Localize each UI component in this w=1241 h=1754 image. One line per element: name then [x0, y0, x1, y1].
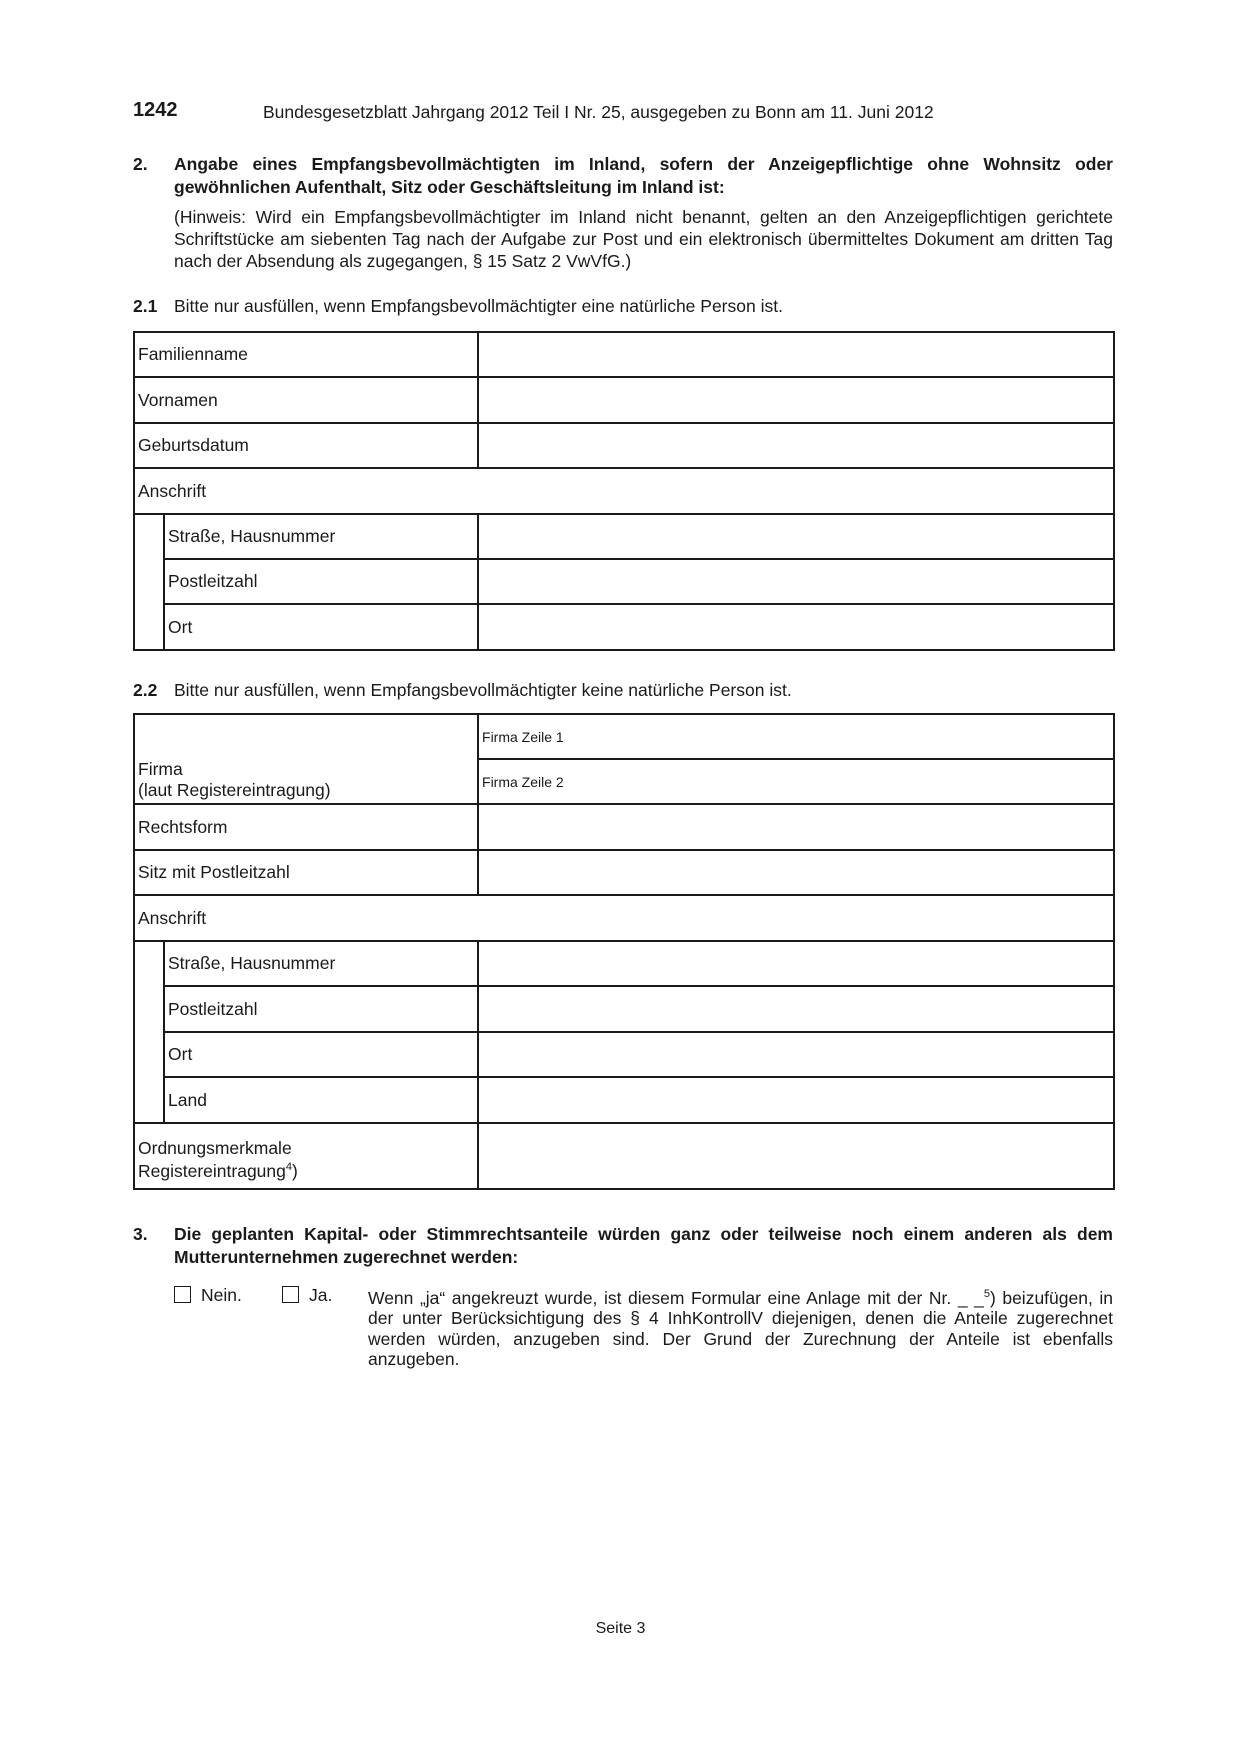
option-ja[interactable]	[282, 1285, 332, 1306]
firma-zeile-2-field[interactable]: Firma Zeile 2	[478, 759, 1114, 804]
sitz-field[interactable]	[478, 850, 1114, 895]
ort-field[interactable]	[478, 604, 1114, 650]
option-nein[interactable]	[174, 1285, 242, 1306]
label-ort: Ort	[164, 604, 478, 650]
strasse-field[interactable]	[478, 514, 1114, 559]
label-postleitzahl-2: Postleitzahl	[164, 986, 478, 1032]
footnote-5-ref: 5	[983, 1288, 990, 1300]
label-geburtsdatum: Geburtsdatum	[134, 423, 478, 468]
section-3-text-a: Wenn „ja“ angekreuzt wurde, ist diesem Formular eine Anlage mit der Nr. _ _	[368, 1287, 984, 1308]
label-strasse: Straße, Hausnummer	[164, 514, 478, 559]
label-anschrift: Anschrift	[134, 468, 1114, 514]
address-indent-2	[134, 941, 164, 1123]
address-indent	[134, 514, 164, 650]
label-sitz: Sitz mit Postleitzahl	[134, 850, 478, 895]
section-3-instruction	[368, 1284, 1113, 1370]
page-number: 1242	[133, 99, 178, 121]
label-familienname: Familienname	[134, 332, 478, 377]
footnote-4-ref: 4	[285, 1161, 292, 1174]
section-3-number: 3.	[133, 1224, 148, 1244]
label-firma	[134, 714, 478, 804]
section-3-heading: Die geplanten Kapital- oder Stimmrechtsanteile würden ganz oder teilweise noch einem anderen als dem Mutterunternehmen zugerechnet werden:	[174, 1224, 1113, 1267]
natural-person-table	[133, 331, 1115, 651]
ort-field-2[interactable]	[478, 1032, 1114, 1077]
label-ordnungsmerkmale	[134, 1123, 478, 1189]
label-ort-2: Ort	[164, 1032, 478, 1077]
label-land: Land	[164, 1077, 478, 1123]
section-2-1-number: 2.1	[133, 296, 158, 316]
ja-checkbox[interactable]	[282, 1286, 299, 1303]
label-firma-line2: (laut Registereintragung)	[138, 780, 331, 800]
label-postleitzahl: Postleitzahl	[164, 559, 478, 604]
postleitzahl-field-2[interactable]	[478, 986, 1114, 1032]
ordnungsmerkmale-field[interactable]	[478, 1123, 1114, 1189]
label-ordnung-line2	[138, 1158, 474, 1181]
header-title: Bundesgesetzblatt Jahrgang 2012 Teil I Nr. 25, ausgegeben zu Bonn am 11. Juni 2012	[263, 102, 934, 122]
familienname-field[interactable]	[478, 332, 1114, 377]
section-2-2-text: Bitte nur ausfüllen, wenn Empfangsbevollmächtigter keine natürliche Person ist.	[174, 680, 792, 700]
rechtsform-field[interactable]	[478, 804, 1114, 850]
footnote-4-close: )	[292, 1160, 298, 1181]
nein-checkbox[interactable]	[174, 1286, 191, 1303]
label-firma-line1: Firma	[138, 759, 183, 779]
section-2-number: 2.	[133, 154, 148, 174]
label-vornamen: Vornamen	[134, 377, 478, 423]
label-rechtsform: Rechtsform	[134, 804, 478, 850]
legal-entity-table	[133, 713, 1115, 1190]
label-strasse-2: Straße, Hausnummer	[164, 941, 478, 986]
vornamen-field[interactable]	[478, 377, 1114, 423]
strasse-field-2[interactable]	[478, 941, 1114, 986]
label-anschrift-2: Anschrift	[134, 895, 1114, 941]
section-2-note: (Hinweis: Wird ein Empfangsbevollmächtigter im Inland nicht benannt, gelten an den Anzeigepflichtigen gerichtete Schriftstücke am siebenten Tag nach der Aufgabe zur Post und ein elektronisch übermitteltes Dokument am dritten Tag nach der Absendung als zugegangen, § 15 Satz 2 VwVfG.)	[174, 207, 1113, 271]
section-2-2-number: 2.2	[133, 680, 158, 700]
ja-label: Ja.	[309, 1285, 333, 1305]
page-footer: Seite 3	[595, 1620, 646, 1637]
label-ordnung-line2-text: Registereintragung	[138, 1160, 286, 1181]
geburtsdatum-field[interactable]	[478, 423, 1114, 468]
label-ordnung-line1: Ordnungsmerkmale	[138, 1138, 292, 1159]
section-3-text-b: ) beizufügen, in der unter Berücksichtigung des § 4 InhKontrollV diejenigen, denen die Anteile zugerechnet werden würden, anzugeben sind. Der Grund der Zurechnung der Anteile ist ebenfalls anzugeben.	[368, 1287, 1113, 1370]
postleitzahl-field[interactable]	[478, 559, 1114, 604]
firma-zeile-1-field[interactable]: Firma Zeile 1	[478, 714, 1114, 759]
nein-label: Nein.	[201, 1285, 242, 1305]
section-2-heading: Angabe eines Empfangsbevollmächtigten im Inland, sofern der Anzeigepflichtige ohne Wohnsitz oder gewöhnlichen Aufenthalt, Sitz oder Geschäftsleitung im Inland ist:	[174, 154, 1113, 197]
land-field[interactable]	[478, 1077, 1114, 1123]
section-2-1-text: Bitte nur ausfüllen, wenn Empfangsbevollmächtigter eine natürliche Person ist.	[174, 296, 783, 316]
